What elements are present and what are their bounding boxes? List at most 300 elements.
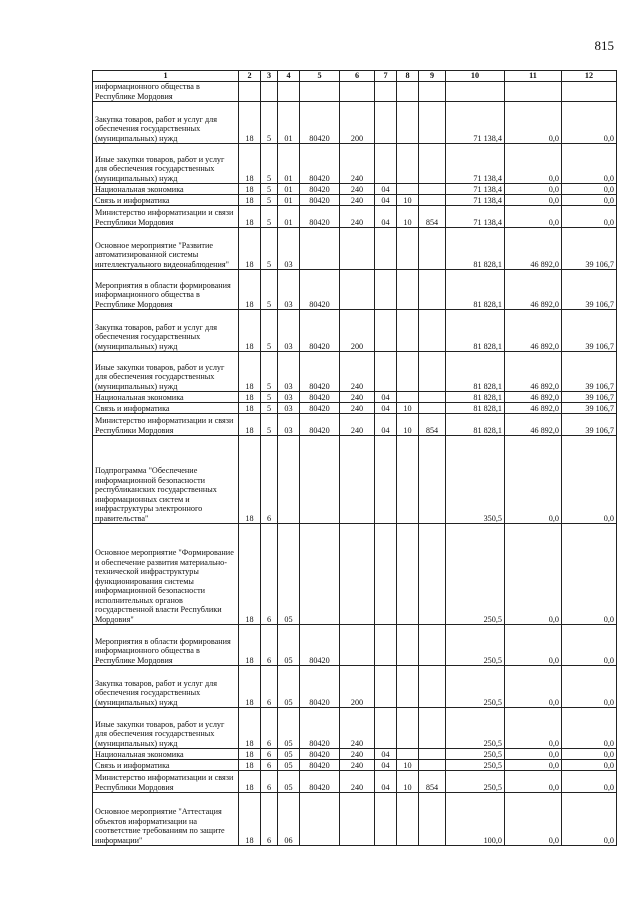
code-cell: 5 [261, 228, 278, 270]
table-header-row [93, 71, 617, 82]
row-name-cell: Министерство информатизации и связи Республики Мордовия [93, 206, 239, 228]
code-cell [419, 102, 446, 144]
code-cell: 10 [397, 403, 419, 414]
code-cell: 18 [239, 144, 261, 184]
code-cell [397, 228, 419, 270]
code-cell: 240 [340, 760, 375, 771]
amount-cell: 0,0 [562, 760, 617, 771]
code-cell: 05 [278, 760, 300, 771]
code-cell: 200 [340, 666, 375, 708]
table-row [93, 414, 617, 436]
table-row [93, 392, 617, 403]
code-cell: 80420 [300, 403, 340, 414]
code-cell: 04 [375, 392, 397, 403]
amount-cell: 81 828,1 [446, 392, 505, 403]
amount-cell: 250,5 [446, 771, 505, 793]
code-cell [239, 82, 261, 102]
code-cell: 80420 [300, 184, 340, 195]
amount-cell: 0,0 [505, 771, 562, 793]
code-cell: 6 [261, 708, 278, 749]
code-cell: 80420 [300, 102, 340, 144]
code-cell [300, 82, 340, 102]
amount-cell: 0,0 [562, 666, 617, 708]
code-cell [419, 392, 446, 403]
code-cell: 240 [340, 144, 375, 184]
row-name-cell: Закупка товаров, работ и услуг для обеспечения государственных (муниципальных) нужд [93, 666, 239, 708]
code-cell [375, 793, 397, 846]
code-cell [419, 436, 446, 524]
amount-cell: 71 138,4 [446, 206, 505, 228]
code-cell [397, 184, 419, 195]
code-cell: 18 [239, 403, 261, 414]
code-cell: 18 [239, 392, 261, 403]
column-header: 8 [397, 71, 419, 82]
code-cell: 240 [340, 352, 375, 392]
code-cell: 18 [239, 760, 261, 771]
code-cell [340, 82, 375, 102]
amount-cell: 250,5 [446, 666, 505, 708]
code-cell: 5 [261, 310, 278, 352]
code-cell [419, 524, 446, 625]
amount-cell: 46 892,0 [505, 392, 562, 403]
page-number: 815 [594, 38, 614, 53]
code-cell [419, 403, 446, 414]
row-name-cell: информационного общества в Республике Мордовия [93, 82, 239, 102]
code-cell [375, 310, 397, 352]
row-name-cell: Основное мероприятие "Аттестация объектов информатизации на соответствие требованиям по защите информации" [93, 793, 239, 846]
code-cell [375, 708, 397, 749]
amount-cell: 46 892,0 [505, 352, 562, 392]
amount-cell: 39 106,7 [562, 228, 617, 270]
amount-cell: 250,5 [446, 760, 505, 771]
code-cell: 80420 [300, 771, 340, 793]
column-header: 11 [505, 71, 562, 82]
row-name-cell: Национальная экономика [93, 184, 239, 195]
amount-cell: 46 892,0 [505, 414, 562, 436]
code-cell [300, 793, 340, 846]
code-cell: 01 [278, 102, 300, 144]
code-cell [419, 749, 446, 760]
code-cell: 240 [340, 392, 375, 403]
code-cell [340, 436, 375, 524]
code-cell [278, 82, 300, 102]
code-cell: 03 [278, 414, 300, 436]
code-cell: 80420 [300, 392, 340, 403]
code-cell: 5 [261, 414, 278, 436]
code-cell [278, 436, 300, 524]
code-cell: 240 [340, 206, 375, 228]
code-cell: 10 [397, 206, 419, 228]
code-cell: 18 [239, 771, 261, 793]
code-cell [397, 436, 419, 524]
table-row [93, 749, 617, 760]
code-cell: 03 [278, 352, 300, 392]
code-cell [397, 144, 419, 184]
table-row [93, 195, 617, 206]
code-cell: 18 [239, 625, 261, 666]
code-cell: 240 [340, 749, 375, 760]
code-cell: 80420 [300, 666, 340, 708]
row-name-cell: Основное мероприятие "Формирование и обеспечение развития материально-технической инфраструктуры функционирования системы информационной безопасности исполнительных органов государственной власти Республики Мордовия" [93, 524, 239, 625]
row-name-cell: Национальная экономика [93, 749, 239, 760]
code-cell [375, 102, 397, 144]
amount-cell: 46 892,0 [505, 270, 562, 310]
code-cell: 01 [278, 184, 300, 195]
code-cell: 80420 [300, 144, 340, 184]
amount-cell: 81 828,1 [446, 414, 505, 436]
amount-cell: 250,5 [446, 524, 505, 625]
code-cell: 18 [239, 310, 261, 352]
amount-cell: 0,0 [562, 102, 617, 144]
code-cell: 80420 [300, 708, 340, 749]
code-cell: 18 [239, 524, 261, 625]
code-cell: 80420 [300, 310, 340, 352]
table-row [93, 625, 617, 666]
code-cell: 18 [239, 184, 261, 195]
table-row [93, 184, 617, 195]
amount-cell: 250,5 [446, 749, 505, 760]
code-cell: 18 [239, 414, 261, 436]
amount-cell: 71 138,4 [446, 184, 505, 195]
row-name-cell: Связь и информатика [93, 760, 239, 771]
amount-cell: 46 892,0 [505, 228, 562, 270]
code-cell [261, 82, 278, 102]
code-cell [340, 793, 375, 846]
code-cell: 18 [239, 270, 261, 310]
table-row [93, 403, 617, 414]
code-cell: 6 [261, 436, 278, 524]
code-cell: 80420 [300, 352, 340, 392]
code-cell: 10 [397, 771, 419, 793]
table-row [93, 102, 617, 144]
code-cell: 240 [340, 403, 375, 414]
code-cell: 5 [261, 270, 278, 310]
amount-cell: 39 106,7 [562, 310, 617, 352]
code-cell [397, 102, 419, 144]
code-cell: 18 [239, 749, 261, 760]
amount-cell: 0,0 [562, 184, 617, 195]
code-cell [419, 144, 446, 184]
code-cell [300, 524, 340, 625]
code-cell [397, 625, 419, 666]
column-header: 1 [93, 71, 239, 82]
table-row [93, 436, 617, 524]
code-cell [419, 184, 446, 195]
amount-cell: 0,0 [505, 436, 562, 524]
code-cell: 06 [278, 793, 300, 846]
table-row [93, 206, 617, 228]
code-cell [397, 749, 419, 760]
table-row [93, 228, 617, 270]
table-row [93, 760, 617, 771]
code-cell [340, 524, 375, 625]
amount-cell: 0,0 [505, 206, 562, 228]
amount-cell: 0,0 [505, 749, 562, 760]
code-cell [397, 524, 419, 625]
code-cell [375, 436, 397, 524]
row-name-cell: Мероприятия в области формирования информационного общества в Республике Мордовия [93, 270, 239, 310]
table-row [93, 708, 617, 749]
amount-cell: 0,0 [562, 206, 617, 228]
row-name-cell: Связь и информатика [93, 403, 239, 414]
code-cell [419, 228, 446, 270]
amount-cell: 81 828,1 [446, 270, 505, 310]
column-header: 9 [419, 71, 446, 82]
code-cell [419, 352, 446, 392]
code-cell [375, 666, 397, 708]
column-header: 6 [340, 71, 375, 82]
code-cell: 5 [261, 403, 278, 414]
code-cell [419, 195, 446, 206]
table-row [93, 144, 617, 184]
code-cell: 18 [239, 352, 261, 392]
code-cell [397, 708, 419, 749]
amount-cell: 0,0 [562, 144, 617, 184]
code-cell: 200 [340, 102, 375, 144]
row-name-cell: Министерство информатизации и связи Республики Мордовия [93, 414, 239, 436]
code-cell: 18 [239, 666, 261, 708]
amount-cell: 0,0 [562, 436, 617, 524]
amount-cell: 0,0 [562, 771, 617, 793]
code-cell: 10 [397, 195, 419, 206]
amount-cell: 39 106,7 [562, 352, 617, 392]
code-cell: 04 [375, 206, 397, 228]
code-cell: 80420 [300, 760, 340, 771]
amount-cell: 0,0 [505, 666, 562, 708]
amount-cell: 100,0 [446, 793, 505, 846]
code-cell [375, 270, 397, 310]
amount-cell [446, 82, 505, 102]
code-cell: 04 [375, 414, 397, 436]
column-header: 5 [300, 71, 340, 82]
amount-cell: 46 892,0 [505, 403, 562, 414]
code-cell [300, 436, 340, 524]
code-cell [397, 310, 419, 352]
amount-cell: 250,5 [446, 708, 505, 749]
code-cell [419, 708, 446, 749]
amount-cell: 71 138,4 [446, 144, 505, 184]
amount-cell: 81 828,1 [446, 228, 505, 270]
code-cell: 10 [397, 760, 419, 771]
code-cell: 03 [278, 228, 300, 270]
amount-cell: 71 138,4 [446, 195, 505, 206]
code-cell: 5 [261, 352, 278, 392]
code-cell: 04 [375, 195, 397, 206]
column-header: 2 [239, 71, 261, 82]
code-cell [375, 144, 397, 184]
code-cell: 5 [261, 144, 278, 184]
amount-cell: 81 828,1 [446, 403, 505, 414]
code-cell: 05 [278, 771, 300, 793]
code-cell [397, 270, 419, 310]
code-cell: 04 [375, 749, 397, 760]
amount-cell: 0,0 [562, 793, 617, 846]
table-body [93, 82, 617, 846]
code-cell: 01 [278, 206, 300, 228]
code-cell: 5 [261, 392, 278, 403]
code-cell: 240 [340, 184, 375, 195]
code-cell: 05 [278, 666, 300, 708]
code-cell: 04 [375, 403, 397, 414]
code-cell [419, 270, 446, 310]
row-name-cell: Закупка товаров, работ и услуг для обеспечения государственных (муниципальных) нужд [93, 310, 239, 352]
amount-cell: 46 892,0 [505, 310, 562, 352]
amount-cell: 0,0 [505, 625, 562, 666]
code-cell: 240 [340, 708, 375, 749]
column-header: 3 [261, 71, 278, 82]
code-cell: 5 [261, 206, 278, 228]
code-cell: 6 [261, 760, 278, 771]
code-cell: 240 [340, 195, 375, 206]
code-cell [419, 625, 446, 666]
amount-cell: 250,5 [446, 625, 505, 666]
code-cell [419, 666, 446, 708]
table-row [93, 524, 617, 625]
code-cell: 18 [239, 195, 261, 206]
code-cell [397, 666, 419, 708]
code-cell [419, 82, 446, 102]
table-row [93, 310, 617, 352]
code-cell: 03 [278, 310, 300, 352]
column-header: 7 [375, 71, 397, 82]
row-name-cell: Министерство информатизации и связи Республики Мордовия [93, 771, 239, 793]
code-cell: 03 [278, 403, 300, 414]
code-cell: 80420 [300, 206, 340, 228]
amount-cell: 0,0 [562, 195, 617, 206]
code-cell: 03 [278, 392, 300, 403]
amount-cell: 0,0 [562, 708, 617, 749]
code-cell [375, 352, 397, 392]
code-cell: 18 [239, 102, 261, 144]
code-cell [397, 352, 419, 392]
code-cell [375, 524, 397, 625]
code-cell [397, 392, 419, 403]
code-cell: 6 [261, 793, 278, 846]
code-cell: 05 [278, 749, 300, 760]
amount-cell: 71 138,4 [446, 102, 505, 144]
row-name-cell: Связь и информатика [93, 195, 239, 206]
code-cell [340, 228, 375, 270]
amount-cell: 39 106,7 [562, 270, 617, 310]
code-cell: 05 [278, 625, 300, 666]
budget-table [92, 70, 617, 846]
code-cell [375, 625, 397, 666]
code-cell [419, 793, 446, 846]
amount-cell: 0,0 [505, 793, 562, 846]
amount-cell: 0,0 [562, 524, 617, 625]
code-cell: 5 [261, 184, 278, 195]
row-name-cell: Мероприятия в области формирования информационного общества в Республике Мордовия [93, 625, 239, 666]
code-cell: 18 [239, 436, 261, 524]
code-cell: 80420 [300, 270, 340, 310]
table-row [93, 666, 617, 708]
amount-cell: 350,5 [446, 436, 505, 524]
row-name-cell: Иные закупки товаров, работ и услуг для обеспечения государственных (муниципальных) нужд [93, 352, 239, 392]
code-cell [340, 270, 375, 310]
code-cell: 200 [340, 310, 375, 352]
code-cell: 6 [261, 666, 278, 708]
code-cell: 240 [340, 414, 375, 436]
amount-cell: 81 828,1 [446, 352, 505, 392]
amount-cell: 81 828,1 [446, 310, 505, 352]
row-name-cell: Национальная экономика [93, 392, 239, 403]
code-cell [340, 625, 375, 666]
amount-cell: 0,0 [562, 625, 617, 666]
amount-cell: 0,0 [505, 708, 562, 749]
table-row [93, 270, 617, 310]
amount-cell: 0,0 [505, 524, 562, 625]
code-cell: 6 [261, 771, 278, 793]
code-cell: 854 [419, 771, 446, 793]
code-cell [375, 228, 397, 270]
amount-cell: 0,0 [505, 195, 562, 206]
code-cell: 854 [419, 206, 446, 228]
code-cell: 6 [261, 524, 278, 625]
code-cell: 01 [278, 195, 300, 206]
code-cell: 05 [278, 524, 300, 625]
code-cell: 03 [278, 270, 300, 310]
table-row [93, 771, 617, 793]
column-header: 4 [278, 71, 300, 82]
code-cell: 18 [239, 206, 261, 228]
code-cell [419, 760, 446, 771]
code-cell: 04 [375, 184, 397, 195]
amount-cell [505, 82, 562, 102]
row-name-cell: Иные закупки товаров, работ и услуг для обеспечения государственных (муниципальных) нужд [93, 708, 239, 749]
amount-cell: 39 106,7 [562, 414, 617, 436]
code-cell: 240 [340, 771, 375, 793]
code-cell [419, 310, 446, 352]
column-header: 10 [446, 71, 505, 82]
amount-cell: 39 106,7 [562, 392, 617, 403]
amount-cell: 0,0 [562, 749, 617, 760]
code-cell [300, 228, 340, 270]
amount-cell: 0,0 [505, 184, 562, 195]
code-cell: 6 [261, 625, 278, 666]
code-cell: 05 [278, 708, 300, 749]
code-cell: 80420 [300, 414, 340, 436]
table-row [93, 82, 617, 102]
code-cell: 18 [239, 228, 261, 270]
code-cell: 01 [278, 144, 300, 184]
code-cell: 10 [397, 414, 419, 436]
row-name-cell: Закупка товаров, работ и услуг для обеспечения государственных (муниципальных) нужд [93, 102, 239, 144]
code-cell: 80420 [300, 749, 340, 760]
code-cell: 04 [375, 771, 397, 793]
amount-cell: 0,0 [505, 760, 562, 771]
row-name-cell: Подпрограмма "Обеспечение информационной безопасности республиканских государственных информационных систем и инфраструктуры электронного правительства" [93, 436, 239, 524]
amount-cell: 39 106,7 [562, 403, 617, 414]
row-name-cell: Иные закупки товаров, работ и услуг для обеспечения государственных (муниципальных) нужд [93, 144, 239, 184]
row-name-cell: Основное мероприятие "Развитие автоматизированной системы интеллектуального видеонаблюдения" [93, 228, 239, 270]
code-cell: 5 [261, 195, 278, 206]
code-cell: 18 [239, 793, 261, 846]
code-cell: 80420 [300, 195, 340, 206]
code-cell [397, 793, 419, 846]
amount-cell: 0,0 [505, 102, 562, 144]
table-row [93, 793, 617, 846]
code-cell: 18 [239, 708, 261, 749]
code-cell: 854 [419, 414, 446, 436]
code-cell [375, 82, 397, 102]
code-cell: 04 [375, 760, 397, 771]
code-cell: 5 [261, 102, 278, 144]
amount-cell [562, 82, 617, 102]
amount-cell: 0,0 [505, 144, 562, 184]
code-cell: 6 [261, 749, 278, 760]
column-header: 12 [562, 71, 617, 82]
code-cell [397, 82, 419, 102]
